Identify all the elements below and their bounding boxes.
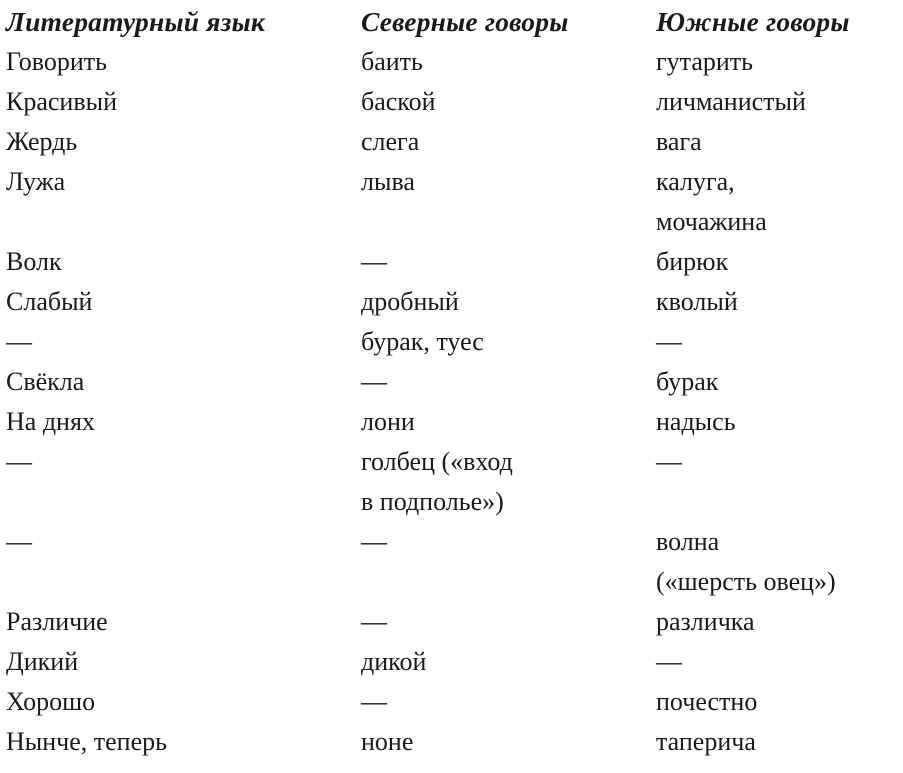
cell-line: почестно bbox=[656, 687, 758, 716]
cell-southern bbox=[656, 642, 898, 682]
cell-southern bbox=[656, 162, 898, 242]
cell-line: лыва bbox=[361, 167, 415, 196]
cell-line: Волк bbox=[6, 247, 62, 276]
cell-literary bbox=[6, 82, 361, 122]
cell-literary bbox=[6, 602, 361, 642]
cell-literary bbox=[6, 42, 361, 82]
cell-line: волна bbox=[656, 527, 720, 556]
cell-northern bbox=[361, 362, 656, 402]
cell-line: надысь bbox=[656, 407, 736, 436]
cell-northern bbox=[361, 642, 656, 682]
cell-line: личманистый bbox=[656, 87, 806, 116]
cell-literary bbox=[6, 442, 361, 522]
cell-line: — bbox=[6, 327, 32, 356]
cell-northern bbox=[361, 522, 656, 602]
cell-line: кволый bbox=[656, 287, 738, 316]
cell-northern bbox=[361, 162, 656, 242]
cell-line: мочажина bbox=[656, 207, 767, 236]
cell-line: Хорошо bbox=[6, 687, 96, 716]
cell-line: лони bbox=[361, 407, 415, 436]
cell-line: — bbox=[656, 447, 682, 476]
cell-line: — bbox=[656, 647, 682, 676]
cell-line: таперича bbox=[656, 727, 756, 756]
cell-line: гутарить bbox=[656, 47, 754, 76]
cell-northern bbox=[361, 682, 656, 722]
cell-line: баить bbox=[361, 47, 423, 76]
cell-line: слега bbox=[361, 127, 420, 156]
cell-southern bbox=[656, 122, 898, 162]
cell-northern bbox=[361, 402, 656, 442]
cell-line: — bbox=[361, 607, 387, 636]
cell-southern bbox=[656, 722, 898, 762]
cell-literary bbox=[6, 122, 361, 162]
cell-line: баской bbox=[361, 87, 436, 116]
cell-line: Нынче, теперь bbox=[6, 727, 167, 756]
cell-line: ноне bbox=[361, 727, 414, 756]
dialect-table bbox=[6, 2, 898, 762]
header-southern: Южные говоры bbox=[656, 6, 850, 37]
cell-literary bbox=[6, 642, 361, 682]
cell-literary bbox=[6, 522, 361, 602]
cell-line: — bbox=[361, 367, 387, 396]
cell-line: Слабый bbox=[6, 287, 93, 316]
cell-line: — bbox=[361, 687, 387, 716]
cell-line: различка bbox=[656, 607, 755, 636]
cell-literary bbox=[6, 362, 361, 402]
cell-southern bbox=[656, 442, 898, 522]
cell-southern bbox=[656, 402, 898, 442]
cell-line: — bbox=[656, 327, 682, 356]
cell-southern bbox=[656, 322, 898, 362]
cell-northern bbox=[361, 82, 656, 122]
cell-literary bbox=[6, 322, 361, 362]
cell-line: Говорить bbox=[6, 47, 107, 76]
cell-literary bbox=[6, 402, 361, 442]
cell-literary bbox=[6, 722, 361, 762]
cell-northern bbox=[361, 602, 656, 642]
cell-line: в подполье») bbox=[361, 487, 504, 516]
cell-literary bbox=[6, 282, 361, 322]
cell-southern bbox=[656, 242, 898, 282]
cell-southern bbox=[656, 82, 898, 122]
cell-line: дикой bbox=[361, 647, 427, 676]
cell-northern bbox=[361, 42, 656, 82]
cell-line: На днях bbox=[6, 407, 95, 436]
cell-line: бирюк bbox=[656, 247, 729, 276]
cell-southern bbox=[656, 362, 898, 402]
cell-line: Дикий bbox=[6, 647, 79, 676]
cell-line: Красивый bbox=[6, 87, 117, 116]
header-literary: Литературный язык bbox=[6, 6, 266, 37]
cell-line: — bbox=[6, 447, 32, 476]
cell-line: калуга, bbox=[656, 167, 735, 196]
cell-northern bbox=[361, 442, 656, 522]
cell-line: («шерсть овец») bbox=[656, 567, 836, 596]
cell-northern bbox=[361, 242, 656, 282]
cell-northern bbox=[361, 122, 656, 162]
cell-literary bbox=[6, 242, 361, 282]
cell-southern bbox=[656, 682, 898, 722]
cell-southern bbox=[656, 522, 898, 602]
cell-line: голбец («вход bbox=[361, 447, 513, 476]
cell-southern bbox=[656, 282, 898, 322]
header-northern: Северные говоры bbox=[361, 6, 569, 37]
cell-line: вага bbox=[656, 127, 702, 156]
cell-southern bbox=[656, 42, 898, 82]
cell-literary bbox=[6, 682, 361, 722]
cell-northern bbox=[361, 282, 656, 322]
cell-northern bbox=[361, 722, 656, 762]
cell-southern bbox=[656, 602, 898, 642]
cell-northern bbox=[361, 322, 656, 362]
cell-line: бурак bbox=[656, 367, 719, 396]
cell-line: Свёкла bbox=[6, 367, 85, 396]
cell-line: Жердь bbox=[6, 127, 78, 156]
cell-literary bbox=[6, 162, 361, 242]
cell-line: — bbox=[361, 247, 387, 276]
cell-line: Различие bbox=[6, 607, 108, 636]
cell-line: — bbox=[6, 527, 32, 556]
cell-line: дробный bbox=[361, 287, 459, 316]
cell-line: Лужа bbox=[6, 167, 66, 196]
cell-line: бурак, туес bbox=[361, 327, 484, 356]
cell-line: — bbox=[361, 527, 387, 556]
